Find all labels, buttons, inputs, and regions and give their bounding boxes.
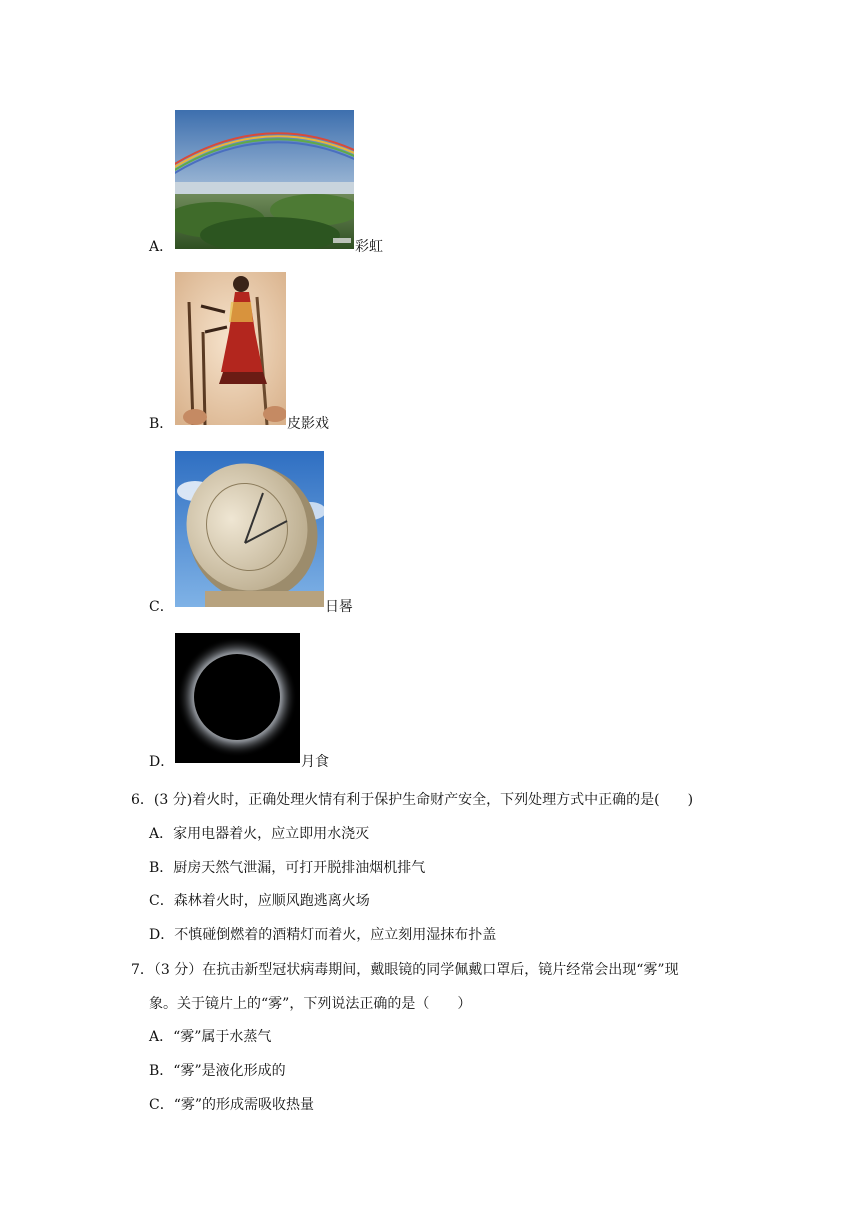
sundial-photo [175, 451, 324, 607]
option-c-letter: C． [149, 599, 174, 615]
eclipse-photo [175, 633, 300, 763]
option-a-caption: 彩虹 [355, 239, 383, 255]
option-c-caption: 日晷 [325, 599, 353, 615]
option-d-letter: D． [149, 754, 175, 770]
question-6-stem: 6．(3 分)着火时，正确处理火情有利于保护生命财产安全，下列处理方式中正确的是( ) [131, 792, 694, 808]
option-b-caption: 皮影戏 [287, 416, 329, 432]
question-7-stem-line-2: 象。关于镜片上的“雾”，下列说法正确的是（ ） [149, 996, 472, 1012]
question-6-option-b: B．厨房天然气泄漏，可打开脱排油烟机排气 [149, 860, 426, 876]
question-7-option-b: B．“雾”是液化形成的 [149, 1063, 286, 1079]
option-d-caption: 月食 [301, 754, 329, 770]
option-a-letter: A． [149, 239, 174, 255]
rainbow-photo [175, 110, 354, 249]
question-6-option-c: C．森林着火时，应顺风跑逃离火场 [149, 893, 370, 909]
question-7-option-c: C．“雾”的形成需吸收热量 [149, 1097, 315, 1113]
question-7-option-a: A．“雾”属于水蒸气 [149, 1029, 272, 1045]
question-6-option-a: A．家用电器着火，应立即用水浇灭 [149, 826, 370, 842]
shadow-puppet-photo [175, 272, 286, 425]
question-7-stem-line-1: 7．（3 分）在抗击新型冠状病毒期间，戴眼镜的同学佩戴口罩后，镜片经常会出现“雾”现 [131, 962, 679, 978]
question-6-option-d: D．不慎碰倒燃着的酒精灯而着火，应立刻用湿抹布扑盖 [149, 927, 497, 943]
option-b-letter: B． [149, 416, 174, 432]
